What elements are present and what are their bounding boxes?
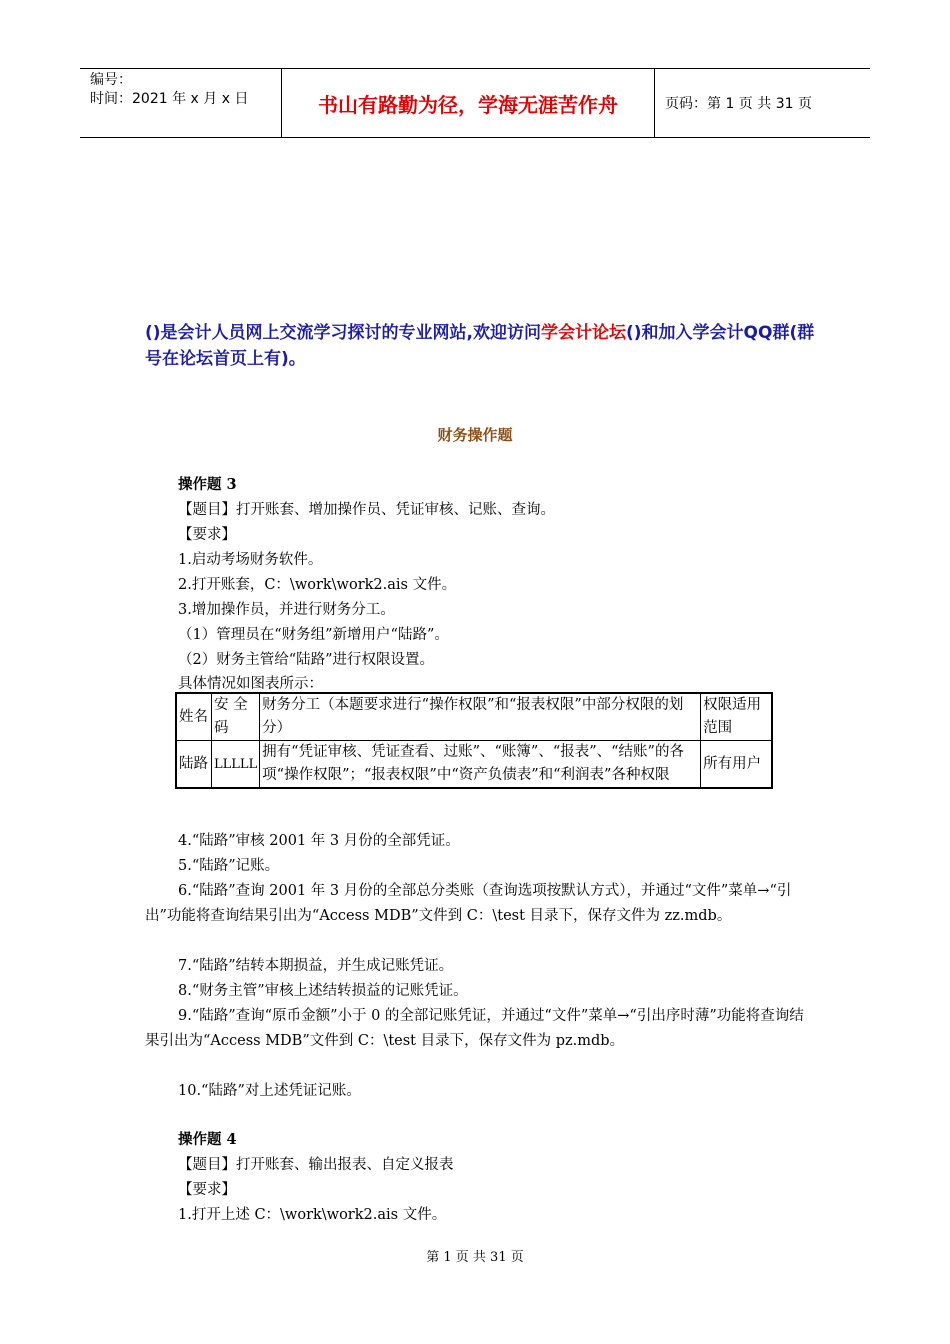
q3-step-4: 4.“陆路”审核 2001 年 3 月份的全部凭证。	[178, 833, 460, 849]
q4-step-1: 1.打开上述 C：\work\work2.ais 文件。	[178, 1207, 447, 1223]
q3-step-9: 9.“陆路”查询“原币金额”小于 0 的全部记账凭证，并通过“文件”菜单→“引出序时薄”功能将查询结果引出为“Access MDB”文件到 C：\test 目录下，保存文件为 pz.mdb。	[145, 1008, 804, 1049]
header-scope: 权限适用范围	[701, 693, 773, 741]
cell-duty: 拥有“凭证审核、凭证查看、过账”、“账簿”、“报表”、“结账”的各项“操作权限”；“报表权限”中“资产负债表”和“利润表”各种权限	[260, 741, 701, 789]
table-header-row	[176, 693, 772, 741]
q3-step-3b: （2）财务主管给“陆路”进行权限设置。	[178, 652, 435, 668]
intro-text	[145, 320, 815, 372]
q4-topic: 【题目】打开账套、输出报表、自定义报表	[178, 1157, 454, 1173]
q3-step-1: 1.启动考场财务软件。	[178, 552, 323, 568]
q3-heading: 操作题 3	[178, 476, 237, 493]
cell-name: 陆路	[176, 741, 212, 789]
header-duty: 财务分工（本题要求进行“操作权限”和“报表权限”中部分权限的划分）	[260, 693, 701, 741]
q4-requirement-label: 【要求】	[178, 1182, 236, 1198]
q3-requirement-label: 【要求】	[178, 527, 236, 543]
q3-topic: 【题目】打开账套、增加操作员、凭证审核、记账、查询。	[178, 502, 555, 518]
q3-step-10: 10.“陆路”对上述凭证记账。	[178, 1083, 361, 1099]
q3-step-6: 6.“陆路”查询 2001 年 3 月份的全部总分类账（查询选项按默认方式），并通过“文件”菜单→“引出”功能将查询结果引出为“Access MDB”文件到 C：\test 目录下，保存文件为 zz.mdb。	[145, 883, 792, 924]
q3-step-3: 3.增加操作员，并进行财务分工。	[178, 602, 395, 618]
q3-step-3a: （1）管理员在“财务组”新增用户“陆路”。	[178, 627, 449, 643]
permission-table	[175, 692, 773, 789]
header-security-code: 安 全码	[212, 693, 260, 741]
cell-security-code: LLLLL	[212, 741, 260, 789]
cell-scope: 所有用户	[701, 741, 773, 789]
intro-part1: ()是会计人员网上交流学习探讨的专业网站,欢迎访问	[145, 323, 541, 343]
page-title: 财务操作题	[437, 426, 513, 444]
q4-heading: 操作题 4	[178, 1131, 237, 1148]
table-row	[176, 741, 772, 789]
q3-step-7: 7.“陆路”结转本期损益，并生成记账凭证。	[178, 958, 454, 974]
q3-step-5: 5.“陆路”记账。	[178, 858, 280, 874]
intro-part2: ()和加入学会计QQ群(群号在论坛首页上有)。	[145, 323, 815, 369]
q3-step-2: 2.打开账套，C：\work\work2.ais 文件。	[178, 577, 457, 593]
q3-table-intro: 具体情况如图表所示：	[178, 676, 323, 692]
header-motto: 书山有路勤为径，学海无涯苦作舟	[282, 69, 655, 137]
time-label: 时间：2021 年 x 月 x 日	[90, 91, 249, 107]
header-page-label: 页码：第 1 页 共 31 页	[665, 96, 812, 112]
q3-step-8: 8.“财务主管”审核上述结转损益的记账凭证。	[178, 983, 468, 999]
page-header	[80, 68, 870, 138]
header-name: 姓名	[176, 693, 212, 741]
page-footer: 第 1 页 共 31 页	[426, 1250, 524, 1265]
forum-link[interactable]: 学会计论坛	[541, 323, 626, 343]
header-left	[80, 69, 282, 137]
number-label: 编号：	[90, 72, 132, 88]
